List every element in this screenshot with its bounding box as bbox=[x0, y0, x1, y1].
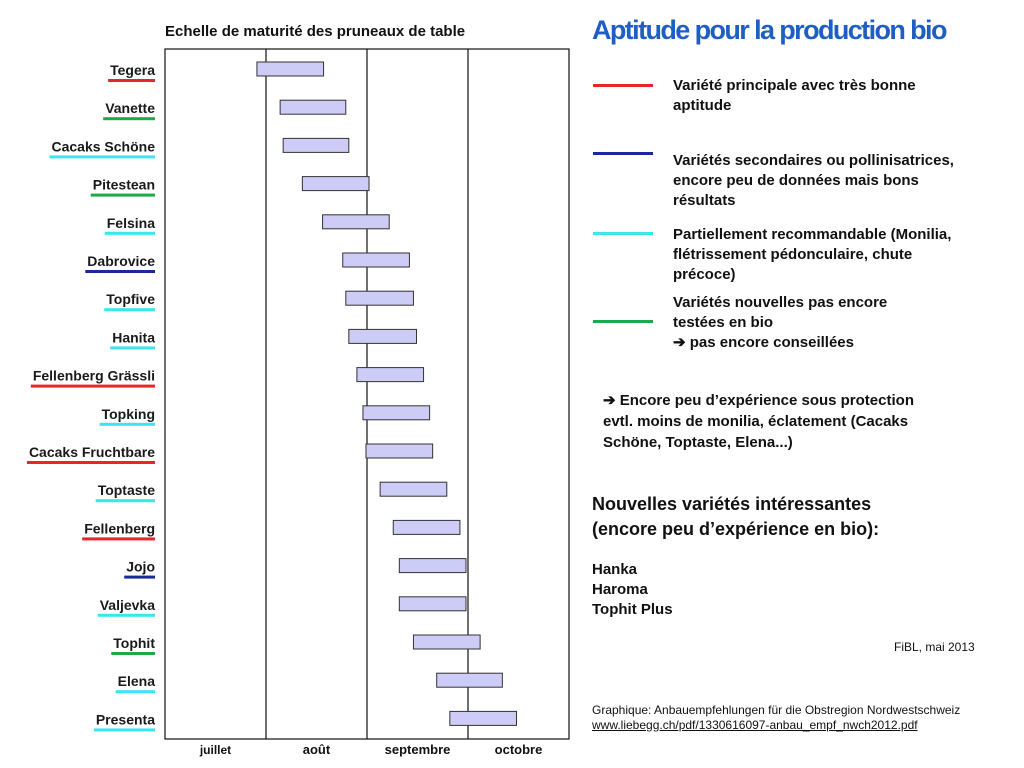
variety-category-underline bbox=[116, 690, 155, 693]
variety-label: Cacaks Fruchtbare bbox=[28, 444, 155, 460]
list-item: Haroma bbox=[592, 581, 648, 598]
maturity-bar bbox=[363, 406, 430, 420]
legend-text-nouvelle: Variétés nouvelles pas encore testées en bio ➔ pas encore conseillées bbox=[673, 294, 888, 351]
chart-title: Echelle de maturité des pruneaux de table bbox=[165, 23, 466, 40]
legend-line-partielle bbox=[593, 232, 653, 235]
legend-line-secondaire bbox=[593, 152, 653, 155]
new-varieties-list bbox=[592, 560, 673, 620]
variety-category-underline bbox=[104, 308, 155, 311]
month-label: juillet bbox=[199, 743, 232, 757]
variety-category-underline bbox=[103, 117, 155, 120]
maturity-bar bbox=[283, 138, 349, 152]
variety-category-underline bbox=[94, 728, 155, 731]
legend-text-principale: Variété principale avec très bonne aptitude bbox=[673, 77, 916, 114]
maturity-bar bbox=[393, 520, 460, 534]
variety-label: Hanita bbox=[112, 329, 155, 346]
source-text: Graphique: Anbauempfehlungen für die Obstregion Nordwestschweiz bbox=[592, 703, 961, 717]
maturity-bar bbox=[437, 673, 503, 687]
variety-label: Fellenberg Grässli bbox=[32, 367, 155, 384]
maturity-bar bbox=[413, 635, 480, 649]
maturity-bar bbox=[399, 597, 466, 611]
variety-label: Tophit bbox=[113, 635, 155, 651]
variety-label: Toptaste bbox=[97, 482, 155, 499]
variety-label: Felsina bbox=[106, 214, 155, 231]
maturity-bar bbox=[302, 177, 369, 191]
variety-category-underline bbox=[91, 194, 155, 197]
maturity-bar bbox=[343, 253, 410, 267]
variety-label: Pitestean bbox=[92, 176, 155, 193]
maturity-bar bbox=[357, 368, 424, 382]
variety-label: Presenta bbox=[95, 711, 155, 728]
variety-label: Tegera bbox=[110, 62, 155, 78]
maturity-bar bbox=[450, 711, 517, 725]
variety-label: Jojo bbox=[126, 558, 155, 575]
variety-category-underline bbox=[96, 499, 155, 502]
maturity-bar bbox=[366, 444, 433, 458]
list-item: Tophit Plus bbox=[592, 601, 673, 618]
variety-category-underline bbox=[108, 79, 155, 82]
protection-note: ➔ Encore peu d’expérience sous protection evtl. moins de monilia, éclatement (Cacaks Schöne, Toptaste, Elena...) bbox=[603, 392, 914, 451]
variety-category-underline bbox=[27, 461, 155, 464]
month-label: octobre bbox=[494, 742, 543, 757]
variety-category-underline bbox=[111, 652, 155, 655]
list-item: Hanka bbox=[592, 561, 638, 578]
variety-category-underline bbox=[105, 232, 155, 235]
variety-label: Vanette bbox=[105, 100, 155, 117]
variety-label: Dabrovice bbox=[87, 253, 155, 269]
main-title: Aptitude pour la production bio bbox=[592, 15, 946, 45]
variety-label: Cacaks Schöne bbox=[51, 138, 155, 155]
variety-category-underline bbox=[124, 576, 155, 579]
variety-category-underline bbox=[85, 270, 155, 273]
maturity-bar bbox=[346, 291, 414, 305]
maturity-bar bbox=[257, 62, 324, 76]
maturity-bar bbox=[399, 559, 466, 573]
variety-category-underline bbox=[110, 346, 155, 349]
credit-text: FiBL, mai 2013 bbox=[894, 640, 975, 654]
legend-text-secondaire: Variétés secondaires ou pollinisatrices, encore peu de données mais bons résultats bbox=[673, 152, 954, 209]
variety-category-underline bbox=[31, 385, 155, 388]
legend-line-nouvelle bbox=[593, 320, 653, 323]
variety-label: Topfive bbox=[106, 291, 155, 308]
variety-category-underline bbox=[98, 614, 155, 617]
maturity-bar bbox=[380, 482, 447, 496]
variety-label: Topking bbox=[101, 405, 155, 422]
month-label: septembre bbox=[384, 742, 451, 757]
source-link[interactable]: www.liebegg.ch/pdf/1330616097-anbau_empf_nwch2012.pdf bbox=[592, 718, 918, 732]
legend-text-partielle: Partiellement recommandable (Monilia, flétrissement pédonculaire, chute précoce) bbox=[673, 226, 952, 283]
maturity-bar bbox=[349, 329, 417, 343]
maturity-bar bbox=[323, 215, 390, 229]
month-label: août bbox=[302, 742, 331, 757]
variety-label: Elena bbox=[117, 673, 155, 690]
variety-category-underline bbox=[100, 423, 155, 426]
variety-category-underline bbox=[50, 155, 156, 158]
variety-label: Fellenberg bbox=[84, 520, 155, 537]
variety-category-underline bbox=[82, 537, 155, 540]
maturity-bar bbox=[280, 100, 346, 114]
variety-label: Valjevka bbox=[99, 596, 155, 613]
legend-line-principale bbox=[593, 84, 653, 87]
new-varieties-heading: Nouvelles variétés intéressantes (encore peu d’expérience en bio): bbox=[592, 494, 880, 539]
